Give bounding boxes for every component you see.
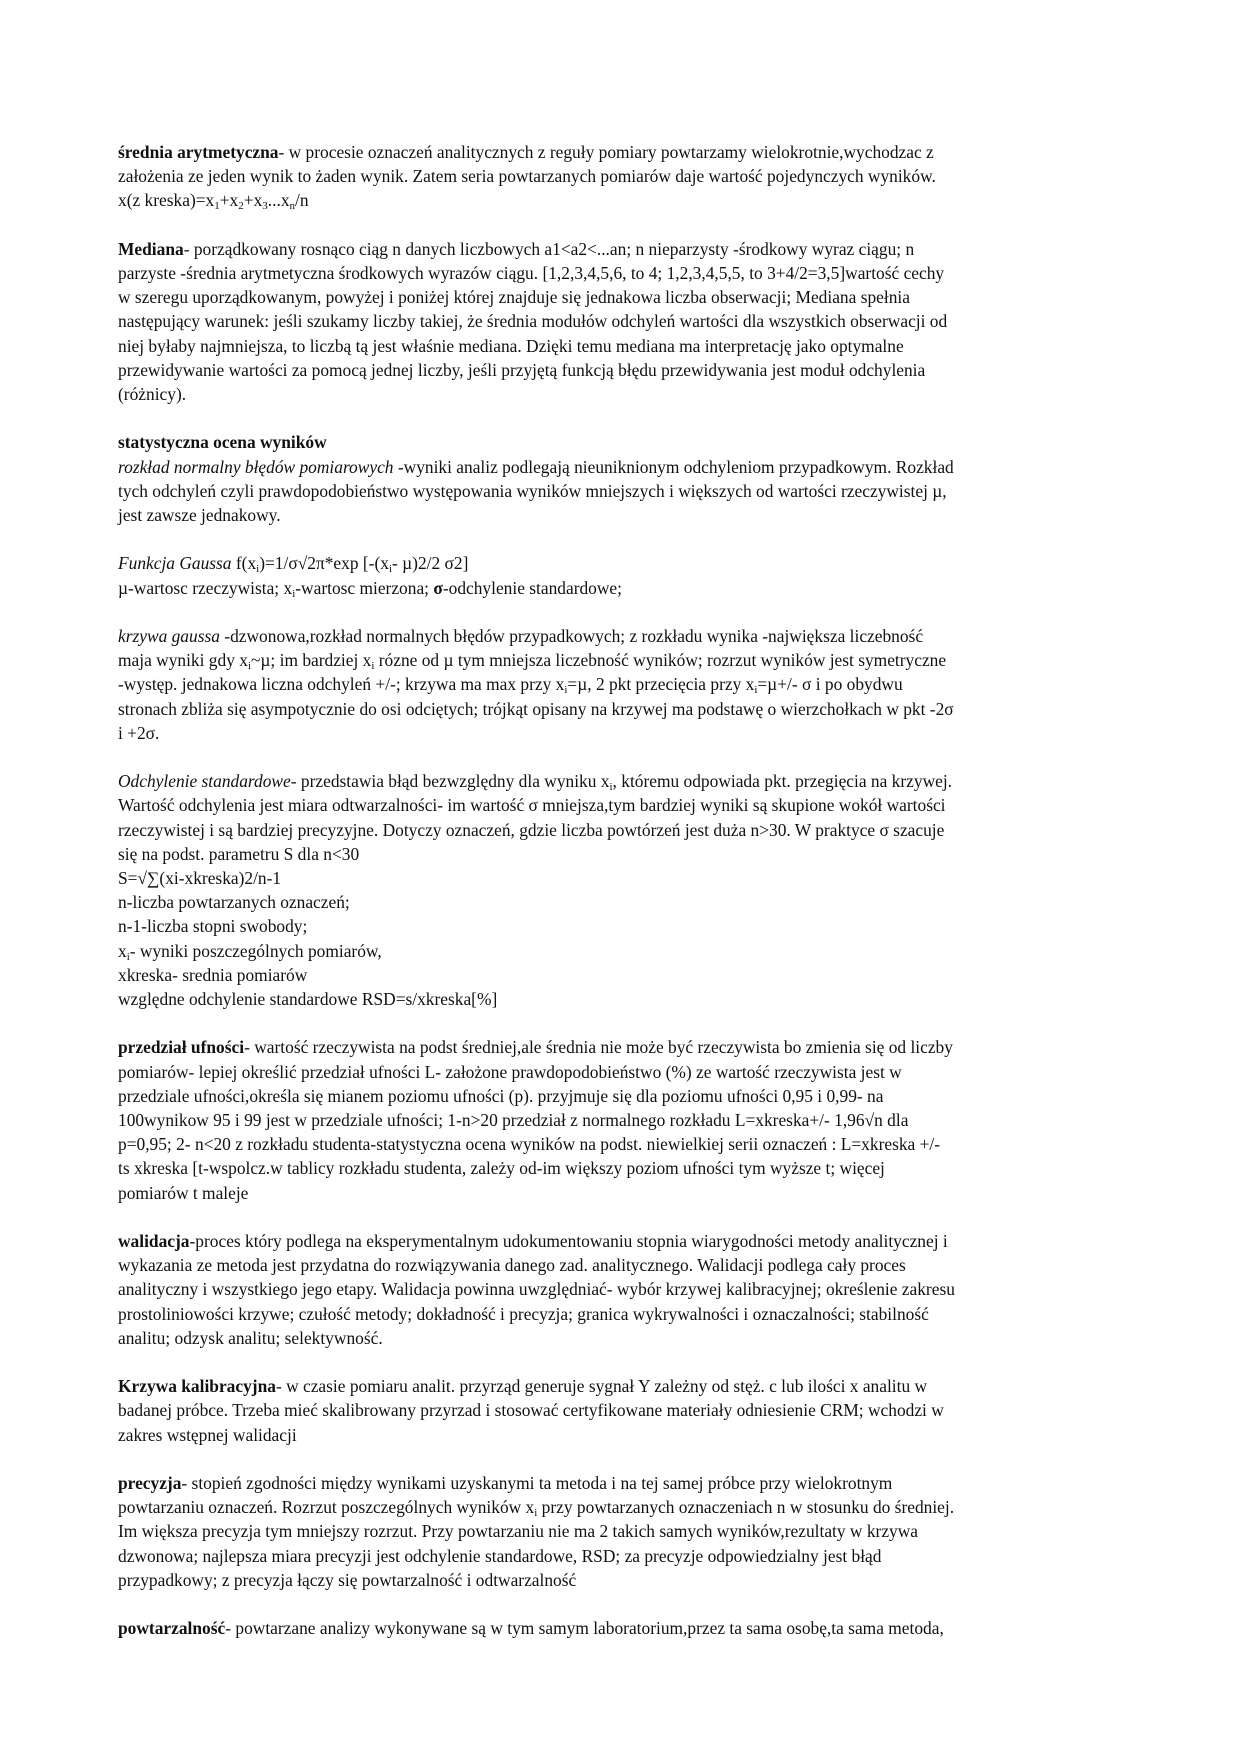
subscript: i <box>388 563 393 576</box>
text-run: n-1-liczba stopni swobody; <box>118 916 308 937</box>
text-line <box>118 914 1128 938</box>
text-run: zakres wstępnej walidacji <box>118 1424 297 1445</box>
text-line <box>118 1277 1128 1301</box>
text-run: następujący warunek: jeśli szukamy liczby takiej, że średnia modułów odchyleń wartości dla wszystkich obserwacji od <box>118 311 948 332</box>
subscript: i <box>754 684 758 697</box>
text-run: analitu; odzysk analitu; selektywność. <box>118 1327 383 1348</box>
text-line <box>118 1423 1128 1447</box>
text-run: /n <box>295 190 309 211</box>
text-run: =µ, 2 pkt przecięcia przy x <box>567 674 755 695</box>
text-run: ts xkreska [t-wspolcz.w tablicy rozkładu studenta, zależy od-im większy poziom ufności tym wyższe t; więcej <box>118 1158 885 1179</box>
text-line <box>118 939 1128 963</box>
text-line <box>118 769 1128 793</box>
text-run: pomiarów t maleje <box>118 1182 249 1203</box>
paragraph-mediana <box>118 237 1128 406</box>
text-run: )=1/σ√2π*exp [-(x <box>259 553 389 574</box>
text-run: =µ+/- σ i po obydwu <box>757 674 903 695</box>
subscript: i <box>256 563 260 576</box>
term-heading: powtarzalność <box>118 1618 226 1639</box>
text-line <box>118 1108 1128 1132</box>
text-line <box>118 188 1128 212</box>
text-run: , któremu odpowiada pkt. przegięcia na krzywej. <box>612 771 953 792</box>
text-run: - wyniki poszczególnych pomiarów, <box>129 940 382 961</box>
term-heading: przedział ufności <box>118 1037 245 1058</box>
text-line <box>118 1181 1128 1205</box>
text-line <box>118 237 1128 261</box>
text-run: -odchylenie standardowe; <box>442 577 622 598</box>
text-run: - stopień zgodności między wynikami uzyskanymi ta metoda i na tej samej próbce przy wielokrotnym <box>181 1473 893 1494</box>
text-run: - wartość rzeczywista na podst średniej,ale średnia nie może być rzeczywista bo zmienia się od liczby <box>244 1037 953 1058</box>
subscript: 1 <box>214 200 220 213</box>
text-run: się na podst. parametru S dla n<30 <box>118 843 360 864</box>
text-line <box>118 430 1128 454</box>
text-run: rózne od µ tym mniejsza liczebność wyników; rozrzut wyników jest symetryczne <box>374 650 947 671</box>
text-run: względne odchylenie standardowe RSD=s/xkreska[%] <box>118 989 498 1010</box>
text-run: założenia ze jeden wynik to żaden wynik. Zatem seria powtarzanych pomiarów daje wartość pojedynczych wyników. <box>118 166 936 187</box>
text-run: -występ. jednakowa liczna odchyleń +/-; krzywa ma max przy x <box>118 674 565 695</box>
text-line <box>118 866 1128 890</box>
text-run: p=0,95; 2- n<20 z rozkładu studenta-statystyczna ocena wyników na podst. niewielkiej serii oznaczeń : L=xkreska +/- <box>118 1134 941 1155</box>
term-heading: statystyczna ocena wyników <box>118 432 327 453</box>
text-line <box>118 648 1128 672</box>
subscript: i <box>609 781 613 794</box>
text-line <box>118 1544 1128 1568</box>
text-run: badanej próbce. Trzeba mieć skalibrowany przyrzad i stosować certyfikowane materiały odniesienie CRM; wchodzi w <box>118 1400 944 1421</box>
text-line <box>118 624 1128 648</box>
term-heading: średnia arytmetyczna <box>118 142 279 162</box>
text-line <box>118 382 1128 406</box>
text-run: x(z kreska)=x <box>118 190 215 211</box>
text-line <box>118 697 1128 721</box>
text-run: xkreska- srednia pomiarów <box>118 964 308 985</box>
subscript: i <box>292 587 296 600</box>
subscript: i <box>371 660 375 673</box>
term-italic: Odchylenie standardowe <box>118 771 291 792</box>
text-line <box>118 721 1128 745</box>
subscript: i <box>247 660 251 673</box>
subscript: i <box>564 684 568 697</box>
text-run: ...x <box>267 190 290 211</box>
text-run: stronach zbliża się asympotycznie do osi odciętych; trójkąt opisany na krzywej ma podstawę o wierzchołkach w pkt -2σ <box>118 698 954 719</box>
term-italic: krzywa gaussa <box>118 626 220 646</box>
text-run: i +2σ. <box>118 722 160 743</box>
text-line <box>118 1374 1128 1398</box>
text-run: -dzwonowa,rozkład normalnych błędów przypadkowych; z rozkładu wynika -największa liczebność <box>219 626 924 646</box>
paragraph-powtarzalnosc <box>118 1616 1128 1640</box>
text-run: Wartość odchylenia jest miara odtwarzalności- im wartość σ mniejsza,tym bardziej wyniki są skupione wokół wartości <box>118 795 946 816</box>
text-line <box>118 479 1128 503</box>
text-run: -proces który podlega na eksperymentalnym udokumentowaniu stopnia wiarygodności metody analitycznej i <box>189 1231 948 1252</box>
text-run: jest zawsze jednakowy. <box>118 505 281 526</box>
text-line <box>118 1253 1128 1277</box>
text-run: - porządkowany rosnąco ciąg n danych liczbowych a1<a2<...an; n nieparzysty -środkowy wyraz ciągu; n <box>183 238 915 259</box>
text-line <box>118 261 1128 285</box>
document-page <box>118 140 1128 1665</box>
text-run: ~µ; im bardziej x <box>251 650 372 671</box>
subscript: n <box>289 200 296 213</box>
text-run: analityczny i wszystkiego jego etapy. Walidacja powinna uwzględniać- wybór krzywej kalibracyjnej; określenie zakresu <box>118 1279 955 1300</box>
text-line <box>118 1229 1128 1253</box>
text-line <box>118 842 1128 866</box>
text-run: +x <box>243 190 263 211</box>
paragraph-krzywa-gaussa <box>118 624 1128 745</box>
text-run: +x <box>219 190 239 211</box>
text-run: rzeczywistej i są bardziej precyzyjne. Dotyczy oznaczeń, gdzie liczba powtórzeń jest duża n>30. W praktyce σ szacuje <box>118 819 945 840</box>
text-run: maja wyniki gdy x <box>118 650 248 671</box>
text-run: µ-wartosc rzeczywista; x <box>118 577 293 598</box>
text-run: prostoliniowości krzywe; czułość metody; dokładność i precyzja; granica wykrywalności i oznaczalności; stabilność <box>118 1303 929 1324</box>
text-line <box>118 987 1128 1011</box>
text-run: przypadkowy; z precyzja łączy się powtarzalność i odtwarzalność <box>118 1569 577 1590</box>
text-run: - µ)2/2 σ2] <box>392 553 469 574</box>
text-run: wykazania ze metoda jest przydatna do rozwiązywania danego zad. analitycznego. Walidacji podlega cały proces <box>118 1255 906 1276</box>
text-run: niej byłaby najmniejsza, to liczbą tą jest właśnie mediana. Dzięki temu mediana ma interpretację jako optymalne <box>118 335 904 356</box>
text-run: przedziale ufności,określa się mianem poziomu ufności (p). przyjmuje się dla poziomu ufności 0,95 i 0,99- na <box>118 1085 884 1106</box>
text-run: przy powtarzanych oznaczeniach n w stosunku do średniej. <box>537 1497 955 1518</box>
text-run: f(x <box>235 553 257 574</box>
text-line <box>118 334 1128 358</box>
subscript: i <box>534 1507 538 1520</box>
text-line <box>118 1398 1128 1422</box>
paragraph-walidacja <box>118 1229 1128 1350</box>
text-line <box>118 576 1128 600</box>
text-run: x <box>118 940 127 961</box>
text-line <box>118 1302 1128 1326</box>
text-line <box>118 358 1128 382</box>
text-run: S=√∑(xi-xkreska)2/n-1 <box>118 868 282 889</box>
text-run: 100wynikow 95 i 99 jest w przedziale ufności; 1-n>20 przedział z normalnego rozkładu L=xkreska+/- 1,96√n dla <box>118 1110 909 1131</box>
text-run: -wartosc mierzona; <box>295 577 434 598</box>
paragraph-statystyczna <box>118 430 1128 527</box>
text-line <box>118 793 1128 817</box>
text-line <box>118 1471 1128 1495</box>
text-line <box>118 1495 1128 1519</box>
paragraph-przedzial <box>118 1035 1128 1204</box>
text-line <box>118 285 1128 309</box>
text-run: tych odchyleń czyli prawdopodobieństwo występowania wyników mniejszych i większych od wartości rzeczywistej µ, <box>118 480 947 501</box>
term-italic: rozkład normalny błędów pomiarowych <box>118 456 398 477</box>
text-run: pomiarów- lepiej określić przedział ufności L- założone prawdopodobieństwo (%) ze wartość rzeczywista jest w <box>118 1061 902 1082</box>
term-heading: σ <box>433 577 443 598</box>
text-line <box>118 890 1128 914</box>
text-line <box>118 1132 1128 1156</box>
text-run: w szeregu uporządkowanym, powyżej i poniżej której znajduje się jednakowa liczba obserwacji; Mediana spełnia <box>118 287 910 308</box>
text-line <box>118 963 1128 987</box>
term-heading: Mediana <box>118 238 184 259</box>
term-heading: Krzywa kalibracyjna <box>118 1376 276 1397</box>
text-line <box>118 140 1128 164</box>
text-line <box>118 672 1128 696</box>
term-heading: precyzja <box>118 1473 182 1494</box>
text-line <box>118 551 1128 575</box>
text-line <box>118 1084 1128 1108</box>
text-run: - powtarzane analizy wykonywane są w tym samym laboratorium,przez ta sama osobę,ta sama metoda, <box>225 1618 944 1639</box>
text-run: Im większa precyzja tym mniejszy rozrzut. Przy powtarzaniu nie ma 2 takich samych wyników,rezultaty w krzywa <box>118 1521 919 1542</box>
paragraph-srednia <box>118 140 1128 213</box>
paragraph-odchylenie <box>118 769 1128 1011</box>
text-run: - przedstawia błąd bezwzględny dla wyniku x <box>290 771 610 792</box>
text-line <box>118 309 1128 333</box>
text-line <box>118 1156 1128 1180</box>
text-run: (różnicy). <box>118 384 187 405</box>
text-run: przewidywanie wartości za pomocą jednej liczby, jeśli przyjętą funkcją błędu przewidywania jest moduł odchylenia <box>118 359 926 380</box>
text-line <box>118 164 1128 188</box>
text-line <box>118 503 1128 527</box>
paragraph-kalibracyjna <box>118 1374 1128 1447</box>
text-run: parzyste -średnia arytmetyczna środkowych wyrazów ciągu. [1,2,3,4,5,6, to 4; 1,2,3,4,5,5, to 3+4/2=3,5]wartość cechy <box>118 263 945 283</box>
text-run: dzwonowa; najlepsza miara precyzji jest odchylenie standardowe, RSD; za precyzje odpowiedzialny jest błąd <box>118 1545 882 1566</box>
text-line <box>118 455 1128 479</box>
text-run: -wyniki analiz podlegają nieuniknionym odchyleniom przypadkowym. Rozkład <box>397 456 954 477</box>
subscript: 3 <box>262 200 268 213</box>
text-line <box>118 1035 1128 1059</box>
text-line <box>118 1519 1128 1543</box>
text-run: n-liczba powtarzanych oznaczeń; <box>118 892 350 913</box>
term-italic: Funkcja Gaussa <box>118 553 236 574</box>
text-line <box>118 1060 1128 1084</box>
text-run: powtarzaniu oznaczeń. Rozrzut poszczególnych wyników x <box>118 1497 535 1518</box>
text-line <box>118 1616 1128 1640</box>
text-run: - w procesie oznaczeń analitycznych z reguły pomiary powtarzamy wielokrotnie,wychodzac z <box>278 142 934 162</box>
term-heading: walidacja <box>118 1231 190 1252</box>
text-run: - w czasie pomiaru analit. przyrząd generuje sygnał Y zależny od stęż. c lub ilości x analitu w <box>275 1376 928 1397</box>
paragraph-gauss <box>118 551 1128 599</box>
paragraph-precyzja <box>118 1471 1128 1592</box>
text-line <box>118 1326 1128 1350</box>
subscript: 2 <box>238 200 244 213</box>
subscript: i <box>126 950 130 963</box>
text-line <box>118 1568 1128 1592</box>
text-line <box>118 818 1128 842</box>
